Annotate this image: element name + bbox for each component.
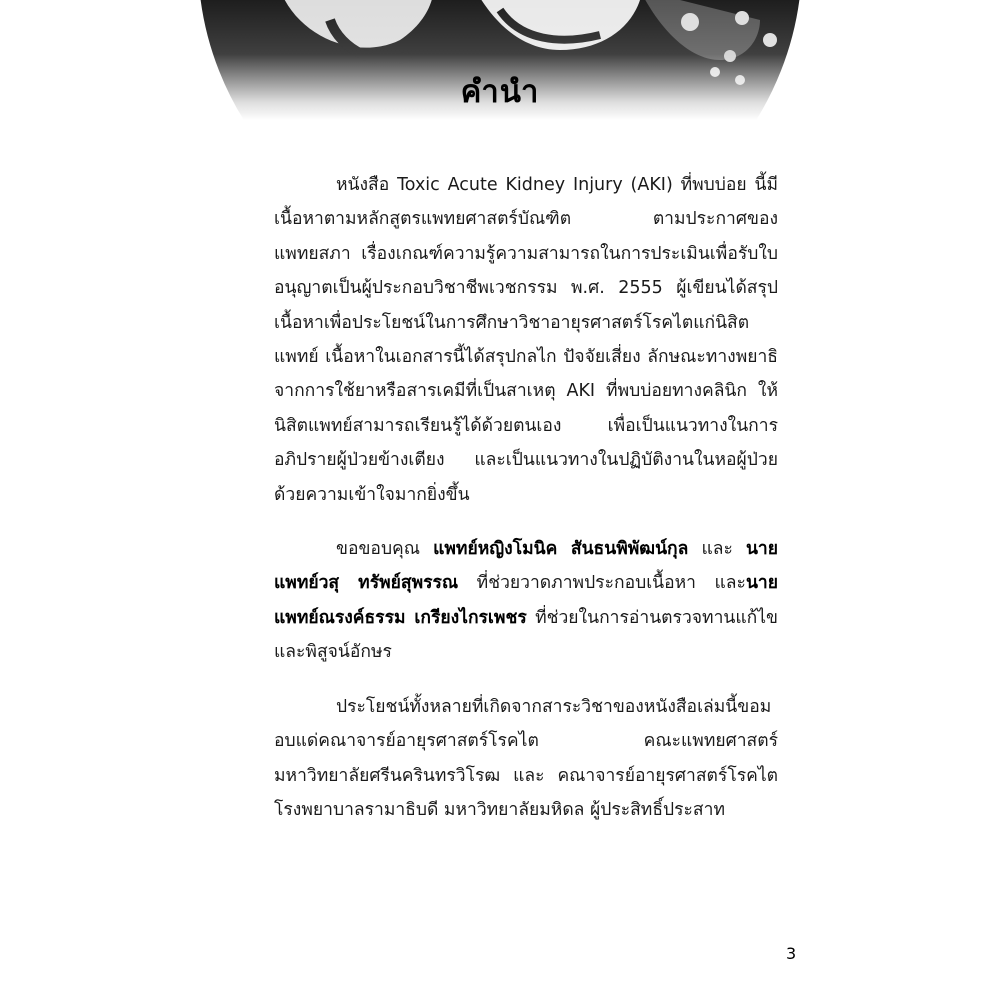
ack-name-proofreader: นายแพทย์ณรงค์ธรรม เกรียงไกรเพชร — [274, 573, 778, 628]
paragraph-dedication — [274, 690, 778, 828]
paragraph-intro-text: หนังสือ Toxic Acute Kidney Injury (AKI) ที่พบบ่อย นี้มีเนื้อหาตามหลักสูตรแพทยศาสตร์บัณฑิต ตามประกาศของแพทยสภา เรื่องเกณฑ์ความรู้ความสามารถในการประเมินเพื่อรับใบอนุญาตเป็นผู้ประกอบวิชาชีพเวชกรรม พ.ศ. 2555 ผู้เขียนได้สรุปเนื้อหาเพื่อประโยชน์ในการศึกษาวิชาอายุรศาสตร์โรคไตแก่นิสิตแพทย์ เนื้อหาในเอกสารนี้ได้สรุปกลไก ปัจจัยเสี่ยง ลักษณะทางพยาธิจากการใช้ยาหรือสารเคมีที่เป็นสาเหตุ AKI ที่พบบ่อยทางคลินิก ให้นิสิตแพทย์สามารถเรียนรู้ได้ด้วยตนเอง เพื่อเป็นแนวทางในการอภิปรายผู้ป่วยข้างเตียง และเป็นแนวทางในปฏิบัติงานในหอผู้ป่วยด้วยความเข้าใจมากยิ่งขึ้น — [274, 175, 778, 505]
paragraph-intro — [274, 168, 778, 512]
ack-name-illustrator-2: นายแพทย์วสุ ทรัพย์สุพรรณ — [274, 539, 779, 594]
body-text — [274, 168, 778, 827]
ack-join-text: และ — [688, 539, 746, 560]
ack-intro-text: ขอขอบคุณ — [336, 539, 434, 560]
ack-mid-text: ที่ช่วยวาดภาพประกอบเนื้อหา และ — [458, 573, 746, 594]
page-title: คำนำ — [460, 74, 540, 110]
ack-name-illustrator-1: แพทย์หญิงโมนิค สันธนพิพัฒน์กุล — [433, 539, 689, 560]
paragraph-dedication-text: ประโยชน์ทั้งหลายที่เกิดจากสาระวิชาของหนังสือเล่มนี้ขอมอบแด่คณาจารย์อายุรศาสตร์โรคไต คณะแพทยศาสตร์ มหาวิทยาลัยศรีนครินทรวิโรฒ และ คณาจารย์อายุรศาสตร์โรคไต โรงพยาบาลรามาธิบดี มหาวิทยาลัยมหิดล ผู้ประสิทธิ์ประสาท — [274, 696, 778, 820]
page-number: 3 — [786, 944, 797, 963]
paragraph-acknowledgement — [274, 532, 778, 670]
ack-end-text: ที่ช่วยในการอ่านตรวจทานแก้ไขและพิสูจน์อักษร — [274, 607, 778, 663]
